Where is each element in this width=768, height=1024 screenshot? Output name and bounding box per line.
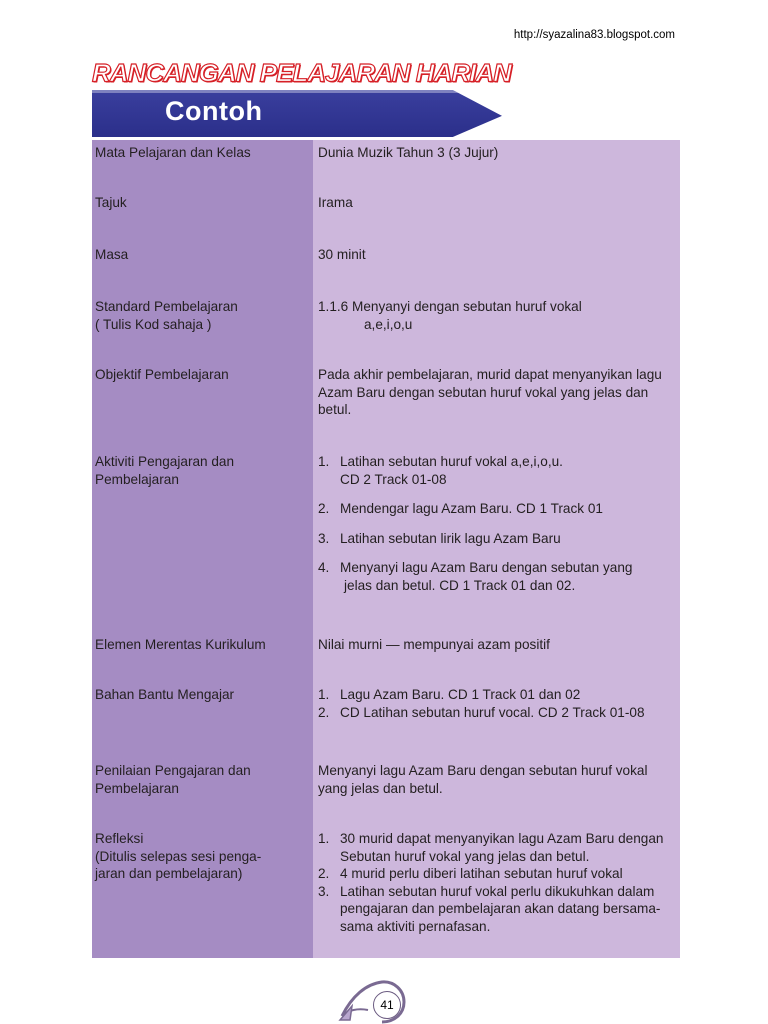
row-value	[318, 830, 678, 935]
row-label: Bahan Bantu Mengajar	[95, 687, 235, 702]
list-item	[318, 883, 678, 936]
list-item	[318, 559, 680, 594]
list-number: 2.	[318, 501, 330, 516]
activity-list	[318, 453, 680, 594]
list-item	[318, 704, 674, 722]
list-number: 3.	[318, 883, 330, 899]
list-item	[318, 686, 674, 704]
list-item	[318, 830, 678, 865]
label-line: Standard Pembelajaran	[95, 299, 238, 314]
row-value: 30 minit	[318, 247, 366, 262]
row-value: Nilai murni — mempunyai azam positif	[318, 637, 550, 652]
row-label: Masa	[95, 247, 129, 262]
reflection-list	[318, 830, 678, 935]
list-text: Latihan sebutan huruf vokal a,e,i,o,u.	[340, 454, 563, 469]
row-value: Dunia Muzik Tahun 3 (3 Jujur)	[318, 145, 499, 160]
row-label: Elemen Merentas Kurikulum	[95, 637, 266, 652]
label-line: Aktiviti Pengajaran dan	[95, 454, 235, 469]
list-text: 30 murid dapat menyanyikan lagu Azam Baru dengan Sebutan huruf vokal yang jelas dan betul.	[340, 831, 664, 864]
list-text: CD Latihan sebutan huruf vocal. CD 2 Track 01-08	[340, 704, 645, 720]
list-number: 2.	[318, 704, 330, 720]
list-number: 1.	[318, 687, 330, 702]
value-line: a,e,i,o,u	[364, 316, 413, 332]
list-text: Mendengar lagu Azam Baru. CD 1 Track 01	[340, 501, 603, 516]
row-value: Irama	[318, 195, 353, 210]
rph-title: RANCANGAN PELAJARAN HARIAN	[92, 58, 511, 88]
label-line: Pembelajaran	[95, 471, 179, 487]
contoh-banner	[92, 90, 502, 137]
row-label	[92, 453, 300, 488]
row-label	[92, 298, 300, 333]
list-number: 1.	[318, 454, 330, 469]
list-text: 4 murid perlu diberi latihan sebutan huruf vokal	[340, 866, 623, 881]
row-value	[318, 453, 680, 606]
list-item	[318, 530, 680, 548]
row-value: Menyanyi lagu Azam Baru dengan sebutan huruf vokal yang jelas dan betul.	[318, 763, 648, 796]
row-value: Pada akhir pembelajaran, murid dapat menyanyikan lagu Azam Baru dengan sebutan huruf vokal yang jelas dan betul.	[318, 367, 662, 417]
label-line: Pembelajaran	[95, 780, 179, 796]
list-number: 4.	[318, 560, 330, 575]
material-list	[318, 686, 674, 721]
label-line: (Ditulis selepas sesi penga-	[95, 848, 262, 864]
list-text: Latihan sebutan lirik lagu Azam Baru	[340, 530, 561, 546]
list-number: 3.	[318, 530, 330, 546]
list-item	[318, 500, 680, 518]
row-label: Tajuk	[95, 195, 127, 210]
list-text: jelas dan betul. CD 1 Track 01 dan 02.	[344, 577, 576, 593]
row-value	[318, 686, 674, 721]
row-label: Mata Pelajaran dan Kelas	[95, 145, 251, 160]
list-text: Menyanyi lagu Azam Baru dengan sebutan yang	[340, 560, 633, 575]
label-line: Penilaian Pengajaran dan	[95, 763, 251, 778]
row-label	[92, 762, 300, 797]
row-label	[92, 830, 300, 883]
label-line: ( Tulis Kod sahaja )	[95, 316, 212, 332]
list-number: 2.	[318, 866, 330, 881]
list-text: CD 2 Track 01-08	[340, 471, 447, 487]
list-text: Lagu Azam Baru. CD 1 Track 01 dan 02	[340, 687, 581, 702]
list-number: 1.	[318, 831, 330, 846]
list-text: Latihan sebutan huruf vokal perlu dikukuhkan dalam pengajaran dan pembelajaran akan datang bersama-sama aktiviti pernafasan.	[340, 883, 661, 934]
list-item	[318, 865, 678, 883]
blog-url: http://syazalina83.blogspot.com	[513, 29, 675, 41]
list-item	[318, 453, 680, 488]
contoh-heading: Contoh	[165, 96, 263, 126]
row-label: Objektif Pembelajaran	[95, 367, 229, 382]
lesson-plan-table	[92, 140, 680, 958]
page-number: 41	[373, 991, 401, 1019]
label-line: Refleksi	[95, 831, 144, 846]
value-line: 1.1.6 Menyanyi dengan sebutan huruf vokal	[318, 299, 582, 314]
row-value	[318, 298, 680, 333]
label-line: jaran dan pembelajaran)	[95, 866, 243, 881]
